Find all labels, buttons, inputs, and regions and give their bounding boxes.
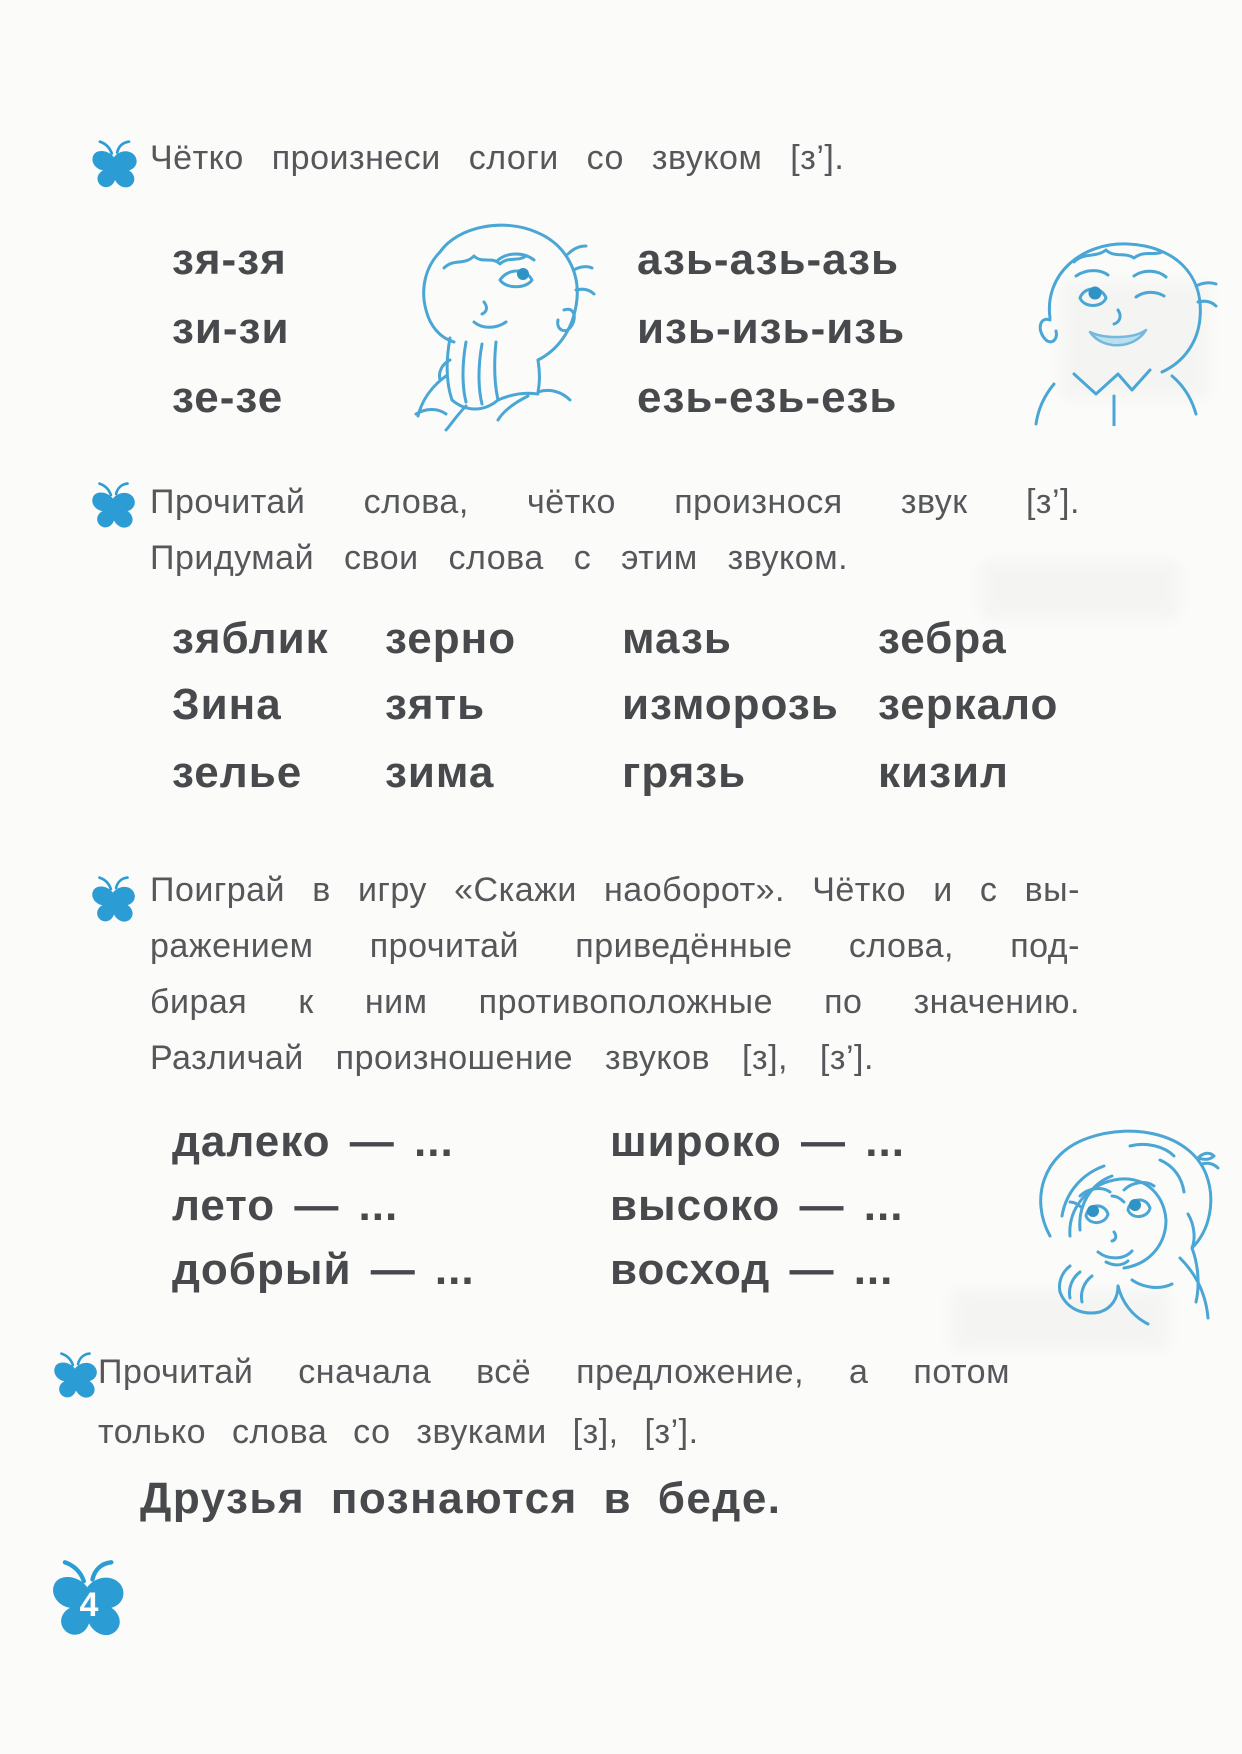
butterfly-bullet-icon [88, 480, 140, 534]
syllable-item: зе-зе [172, 373, 284, 422]
word-item: кизил [878, 748, 1009, 797]
word-item: зять [385, 680, 486, 729]
words-row [0, 748, 1242, 810]
opposite-pair: восход — ... [610, 1245, 894, 1294]
task-4-instruction-line: только слова со звуками [з], [з’]. [98, 1413, 699, 1451]
boy-winking-illustration [1016, 226, 1242, 426]
word-item: зима [385, 748, 495, 797]
task-3-instruction-line: ражением прочитай приведённые слова, под- [150, 927, 1080, 965]
syllable-item: зя-зя [172, 235, 287, 284]
opposite-pair: лето — ... [172, 1181, 399, 1230]
words-row [0, 680, 1242, 742]
syllable-column-left [172, 225, 290, 432]
syllable-column-right [637, 225, 905, 432]
word-item: зелье [172, 748, 303, 797]
task-1-instruction: Чётко произнеси слоги со звуком [з’]. [150, 139, 845, 177]
word-item: изморозь [622, 680, 839, 729]
task-3-instruction-line: Различай произношение звуков [з], [з’]. [150, 1039, 874, 1077]
girl-listening-illustration [1012, 1118, 1242, 1330]
proverb-sentence: Друзья познаются в беде. [140, 1474, 782, 1523]
task-4-instruction-line: Прочитай сначала всё предложение, а потом [98, 1353, 1010, 1391]
task-2-instruction-line: Прочитай слова, чётко произнося звук [з’]. [150, 483, 1080, 521]
word-item: зебра [878, 614, 1007, 663]
task-2-instruction-line: Придумай свои слова с этим звуком. [150, 539, 849, 577]
words-row [0, 614, 1242, 676]
page-number-butterfly [46, 1558, 136, 1648]
word-item: зеркало [878, 680, 1059, 729]
word-item: Зина [172, 680, 282, 729]
task-3-instruction-line: бирая к ним противоположные по значению. [150, 983, 1080, 1021]
task-3-instruction-line: Поиграй в игру «Скажи наоборот». Чётко и с вы- [150, 871, 1080, 909]
syllable-item: азь-азь-азь [637, 235, 900, 284]
word-item: мазь [622, 614, 732, 663]
syllable-item: езь-езь-езь [637, 373, 898, 422]
word-item: зерно [385, 614, 517, 663]
scan-artifact [980, 560, 1180, 620]
butterfly-bullet-icon [88, 138, 142, 194]
boy-thinking-illustration [380, 210, 600, 432]
butterfly-bullet-icon [88, 874, 140, 928]
syllable-item: изь-изь-изь [637, 304, 906, 353]
butterfly-bullet-icon [50, 1350, 102, 1404]
word-item: зяблик [172, 614, 329, 663]
opposite-pair: широко — ... [610, 1117, 905, 1166]
opposite-pair: далеко — ... [172, 1117, 454, 1166]
syllable-item: зи-зи [172, 304, 290, 353]
word-item: грязь [622, 748, 747, 797]
page-number: 4 [79, 1586, 99, 1624]
opposite-pair: добрый — ... [172, 1245, 475, 1294]
opposite-pair: высоко — ... [610, 1181, 904, 1230]
